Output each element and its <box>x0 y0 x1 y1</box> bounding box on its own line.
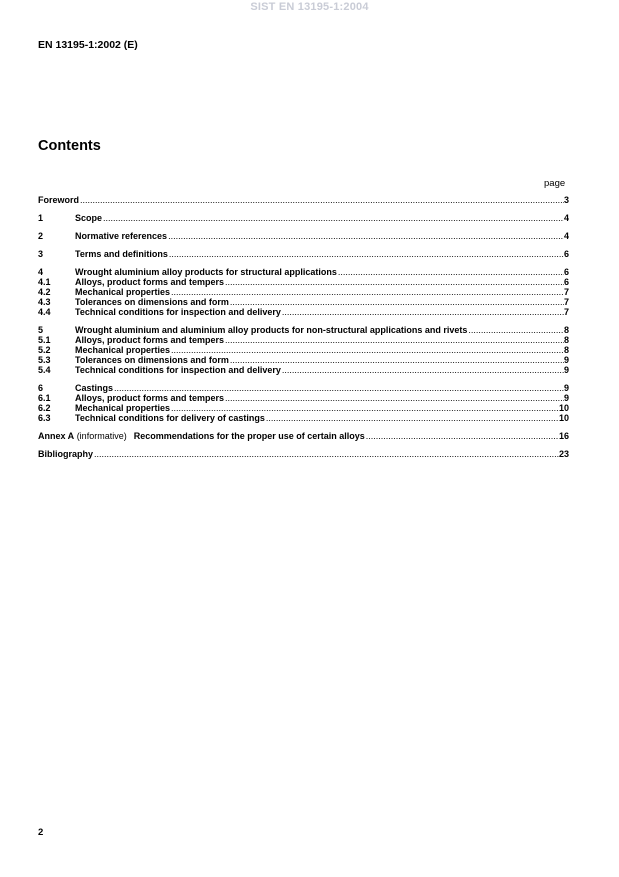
toc-entry-number: 3 <box>38 249 44 259</box>
toc-entry-page: 10 <box>558 413 569 423</box>
toc-leader-dots <box>230 297 564 307</box>
toc-entry-title: Alloys, product forms and tempers <box>75 277 225 287</box>
toc-entry-title: Mechanical properties <box>75 345 171 355</box>
toc-entry-page: 10 <box>558 403 569 413</box>
toc-entry-number: 2 <box>38 231 44 241</box>
toc-entry-page: 9 <box>563 383 569 393</box>
toc-entry[interactable] <box>38 195 569 205</box>
toc-entry-page: 8 <box>563 345 569 355</box>
toc-entry-title: Foreword <box>38 195 80 205</box>
toc-leader-dots <box>266 413 559 423</box>
toc-entry[interactable] <box>38 383 569 393</box>
toc-entry-page: 7 <box>563 307 569 317</box>
toc-entry-title: Wrought aluminium alloy products for structural applications <box>75 267 337 277</box>
toc-entry-title: Recommendations for the proper use of certain alloys <box>133 431 365 441</box>
toc-entry-page: 4 <box>563 231 569 241</box>
toc-entry-page: 6 <box>563 277 569 287</box>
table-of-contents <box>38 195 569 459</box>
toc-entry-title: Castings <box>75 383 114 393</box>
toc-entry-number: 4.2 <box>38 287 51 297</box>
toc-annex-label: Annex A <box>38 431 75 441</box>
toc-entry[interactable] <box>38 277 569 287</box>
watermark: SIST EN 13195-1:2004 <box>250 1 369 13</box>
toc-annex-note: (informative) <box>76 431 127 441</box>
toc-entry-number: 5 <box>38 325 44 335</box>
page-number: 2 <box>38 827 44 838</box>
toc-entry[interactable] <box>38 355 569 365</box>
toc-entry[interactable] <box>38 287 569 297</box>
toc-entry-number: 5.2 <box>38 345 51 355</box>
toc-entry[interactable] <box>38 403 569 413</box>
toc-entry-page: 3 <box>563 195 569 205</box>
toc-leader-dots <box>168 231 564 241</box>
toc-entry-number: 6.3 <box>38 413 51 423</box>
toc-entry-number: 6.1 <box>38 393 51 403</box>
toc-entry-page: 6 <box>563 267 569 277</box>
toc-entry[interactable] <box>38 325 569 335</box>
toc-entry[interactable] <box>38 213 569 223</box>
toc-entry[interactable] <box>38 267 569 277</box>
toc-entry[interactable] <box>38 413 569 423</box>
toc-entry[interactable] <box>38 365 569 375</box>
toc-entry-page: 4 <box>563 213 569 223</box>
toc-leader-dots <box>171 345 564 355</box>
toc-entry-page: 9 <box>563 393 569 403</box>
toc-leader-dots <box>169 249 564 259</box>
toc-entry-number: 6.2 <box>38 403 51 413</box>
toc-entry-number: 5.1 <box>38 335 51 345</box>
page-column-label: page <box>544 178 566 189</box>
toc-entry[interactable] <box>38 393 569 403</box>
toc-leader-dots <box>225 393 564 403</box>
toc-leader-dots <box>103 213 564 223</box>
toc-entry[interactable] <box>38 431 569 441</box>
toc-entry[interactable] <box>38 307 569 317</box>
toc-entry[interactable] <box>38 297 569 307</box>
toc-leader-dots <box>94 449 559 459</box>
toc-entry[interactable] <box>38 345 569 355</box>
toc-entry-title: Technical conditions for delivery of castings <box>75 413 265 423</box>
toc-leader-dots <box>366 431 559 441</box>
toc-entry-title: Mechanical properties <box>75 403 171 413</box>
toc-entry-number: 4.3 <box>38 297 51 307</box>
toc-entry-number: 4.4 <box>38 307 51 317</box>
toc-entry-title: Alloys, product forms and tempers <box>75 393 225 403</box>
toc-entry[interactable] <box>38 449 569 459</box>
toc-entry-title: Tolerances on dimensions and form <box>75 297 229 307</box>
toc-entry[interactable] <box>38 231 569 241</box>
toc-entry-page: 6 <box>563 249 569 259</box>
toc-entry-title: Alloys, product forms and tempers <box>75 335 225 345</box>
toc-entry-title: Technical conditions for inspection and delivery <box>75 307 281 317</box>
toc-entry-number: 4 <box>38 267 44 277</box>
toc-leader-dots <box>114 383 564 393</box>
toc-entry-number: 5.3 <box>38 355 51 365</box>
toc-entry-page: 23 <box>558 449 569 459</box>
toc-entry-page: 8 <box>563 335 569 345</box>
contents-heading: Contents <box>38 138 101 154</box>
toc-leader-dots <box>171 287 564 297</box>
toc-leader-dots <box>230 355 564 365</box>
toc-entry-title: Wrought aluminium and aluminium alloy products for non-structural applications and rivets <box>75 325 468 335</box>
toc-leader-dots <box>282 365 564 375</box>
toc-entry-title: Mechanical properties <box>75 287 171 297</box>
toc-entry-title: Technical conditions for inspection and delivery <box>75 365 281 375</box>
toc-leader-dots <box>282 307 564 317</box>
toc-entry-number: 1 <box>38 213 44 223</box>
toc-entry-title: Terms and definitions <box>75 249 168 259</box>
toc-entry-page: 9 <box>563 355 569 365</box>
toc-entry-title: Normative references <box>75 231 168 241</box>
toc-leader-dots <box>338 267 564 277</box>
toc-entry-number: 6 <box>38 383 44 393</box>
toc-entry-page: 8 <box>563 325 569 335</box>
toc-leader-dots <box>225 277 564 287</box>
toc-entry-number: 5.4 <box>38 365 51 375</box>
toc-entry-title: Tolerances on dimensions and form <box>75 355 229 365</box>
toc-entry[interactable] <box>38 335 569 345</box>
toc-entry-title: Bibliography <box>38 449 94 459</box>
toc-entry-title: Scope <box>75 213 103 223</box>
toc-entry-page: 16 <box>558 431 569 441</box>
toc-entry-page: 7 <box>563 287 569 297</box>
document-id: EN 13195-1:2002 (E) <box>38 39 138 51</box>
toc-entry-page: 7 <box>563 297 569 307</box>
toc-leader-dots <box>225 335 564 345</box>
toc-leader-dots <box>80 195 564 205</box>
toc-entry-number: 4.1 <box>38 277 51 287</box>
toc-entry-page: 9 <box>563 365 569 375</box>
toc-leader-dots <box>468 325 564 335</box>
toc-entry[interactable] <box>38 249 569 259</box>
toc-leader-dots <box>171 403 559 413</box>
